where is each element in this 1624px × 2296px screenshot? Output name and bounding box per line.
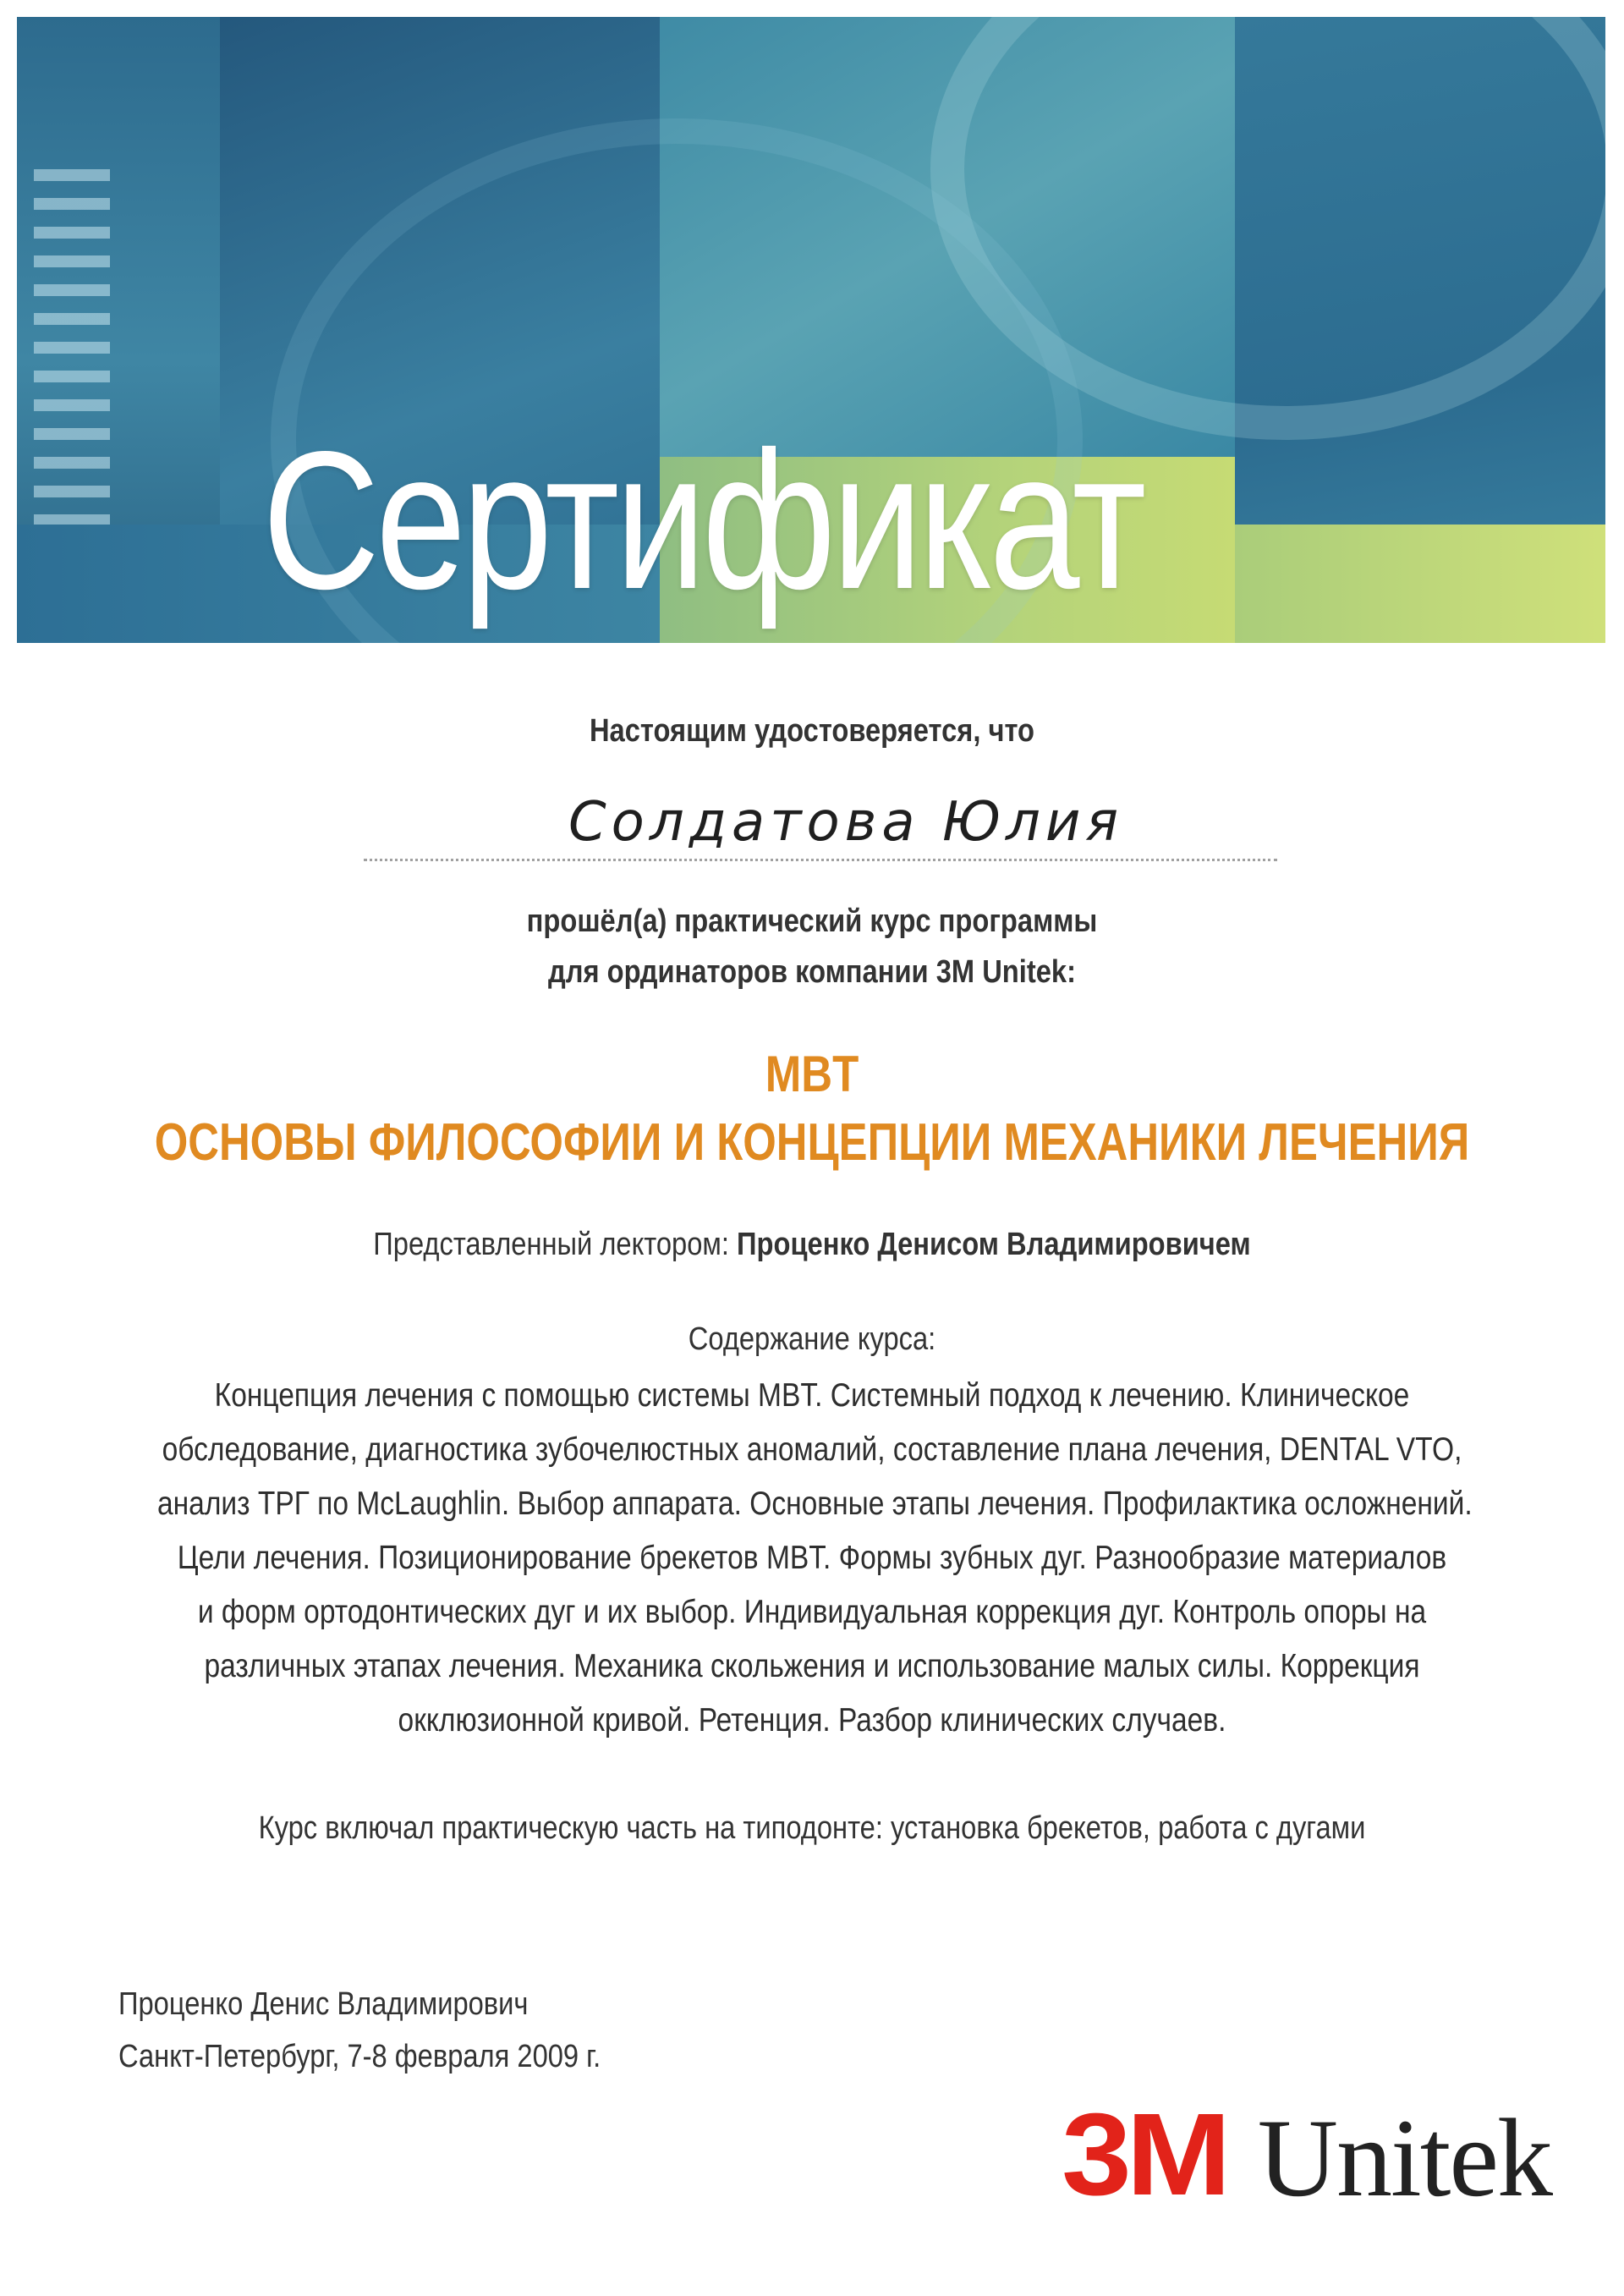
signature-place-date: Санкт-Петербург, 7-8 февраля 2009 г. — [118, 2039, 601, 2074]
content-body — [157, 1369, 1473, 1748]
lecturer-line — [113, 1227, 1510, 1263]
course-title: ОСНОВЫ ФИЛОСОФИИ И КОНЦЕПЦИИ МЕХАНИКИ ЛЕЧЕНИЯ — [154, 1113, 1470, 1172]
practical-note: Курс включал практическую часть на типодонте: установка брекетов, работа с дугами — [258, 1810, 1366, 1846]
3m-logo-mark: 3M — [1062, 2090, 1226, 2220]
content-title: Содержание курса: — [688, 1321, 936, 1357]
lecturer-name: Проценко Денисом Владимировичем — [737, 1227, 1251, 1262]
content-line: окклюзионной кривой. Ретенция. Разбор клинических случаев. — [398, 1702, 1226, 1738]
banner-strip-green-right — [1235, 525, 1605, 643]
content-line: различных этапах лечения. Механика скольжения и использование малых силы. Коррекция — [204, 1648, 1420, 1684]
content-line: обследование, диагностика зубочелюстных аномалий, составление плана лечения, DENTAL VTO, — [162, 1431, 1462, 1468]
3m-unitek-logo — [1062, 2088, 1551, 2220]
content-line: Концепция лечения с помощью системы MBT. Системный подход к лечению. Клиническое — [214, 1377, 1410, 1414]
unitek-logo-text: Unitek — [1257, 2096, 1551, 2220]
course-code: MBT — [765, 1046, 859, 1102]
signature-block — [118, 1978, 601, 2083]
recipient-name: Солдатова Юлия — [568, 791, 1124, 854]
name-underline — [364, 859, 1277, 861]
content-line: Цели лечения. Позиционирование брекетов MBT. Формы зубных дуг. Разнообразие материалов — [177, 1540, 1447, 1576]
recipient-field — [364, 791, 1277, 861]
course-intro-line-2: для ординаторов компании 3М Unitek: — [548, 954, 1076, 990]
content-line: и форм ортодонтических дуг и их выбор. Индивидуальная коррекция дуг. Контроль опоры на — [197, 1594, 1427, 1630]
lecturer-label: Представленный лектором: — [373, 1227, 729, 1262]
certificate-title: Сертификат — [262, 411, 1143, 630]
content-line: анализ ТРГ по McLaughlin. Выбор аппарата. Основные этапы лечения. Профилактика осложнений. — [157, 1486, 1473, 1522]
intro-text: Настоящим удостоверяется, что — [589, 713, 1035, 749]
signature-name: Проценко Денис Владимирович — [118, 1986, 529, 2022]
course-intro-line-1: прошёл(а) практический курс программы — [526, 904, 1098, 939]
